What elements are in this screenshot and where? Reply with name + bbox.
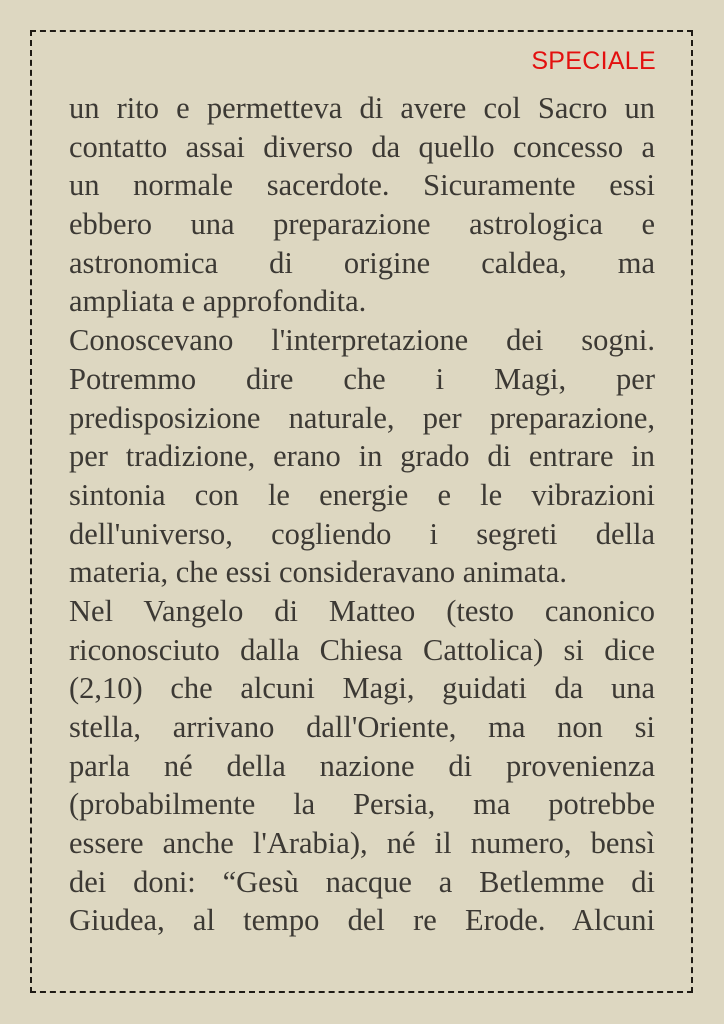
text-line: Giudea, al tempo del re Erode. Alcuni: [69, 903, 655, 938]
text-line: contatto assai diverso da quello concesso a: [69, 129, 655, 164]
text-line: materia, che essi consideravano animata.: [69, 555, 567, 590]
text-line: essere anche l'Arabia), né il numero, bensì: [69, 826, 655, 861]
text-line: un rito e permetteva di avere col Sacro un: [69, 91, 655, 125]
text-line: dell'universo, cogliendo i segreti della: [69, 516, 655, 551]
text-line: un normale sacerdote. Sicuramente essi: [69, 168, 655, 203]
text-line: sintonia con le energie e le vibrazioni: [69, 477, 655, 512]
text-line: Potremmo dire che i Magi, per: [69, 361, 655, 396]
text-line: riconosciuto dalla Chiesa Cattolica) si dice: [69, 632, 655, 667]
text-line: ampliata e approfondita.: [69, 284, 367, 319]
text-line: stella, arrivano dall'Oriente, ma non si: [69, 710, 655, 744]
text-line: predisposizione naturale, per preparazione,: [69, 400, 655, 435]
text-line: astronomica di origine caldea, ma: [69, 245, 655, 280]
section-tag: SPECIALE: [531, 47, 656, 75]
text-line: ebbero una preparazione astrologica e: [69, 207, 655, 242]
text-line: per tradizione, erano in grado di entrare in: [69, 439, 655, 474]
text-line: dei doni: “Gesù nacque a Betlemme di: [69, 864, 655, 899]
article-body: [69, 89, 655, 940]
text-line: (2,10) che alcuni Magi, guidati da una: [69, 671, 655, 706]
text-line: parla né della nazione di provenienza: [69, 748, 655, 783]
text-line: (probabilmente la Persia, ma potrebbe: [69, 787, 655, 822]
text-line: Nel Vangelo di Matteo (testo canonico: [69, 593, 655, 628]
text-line: Conoscevano l'interpretazione dei sogni.: [69, 323, 655, 358]
